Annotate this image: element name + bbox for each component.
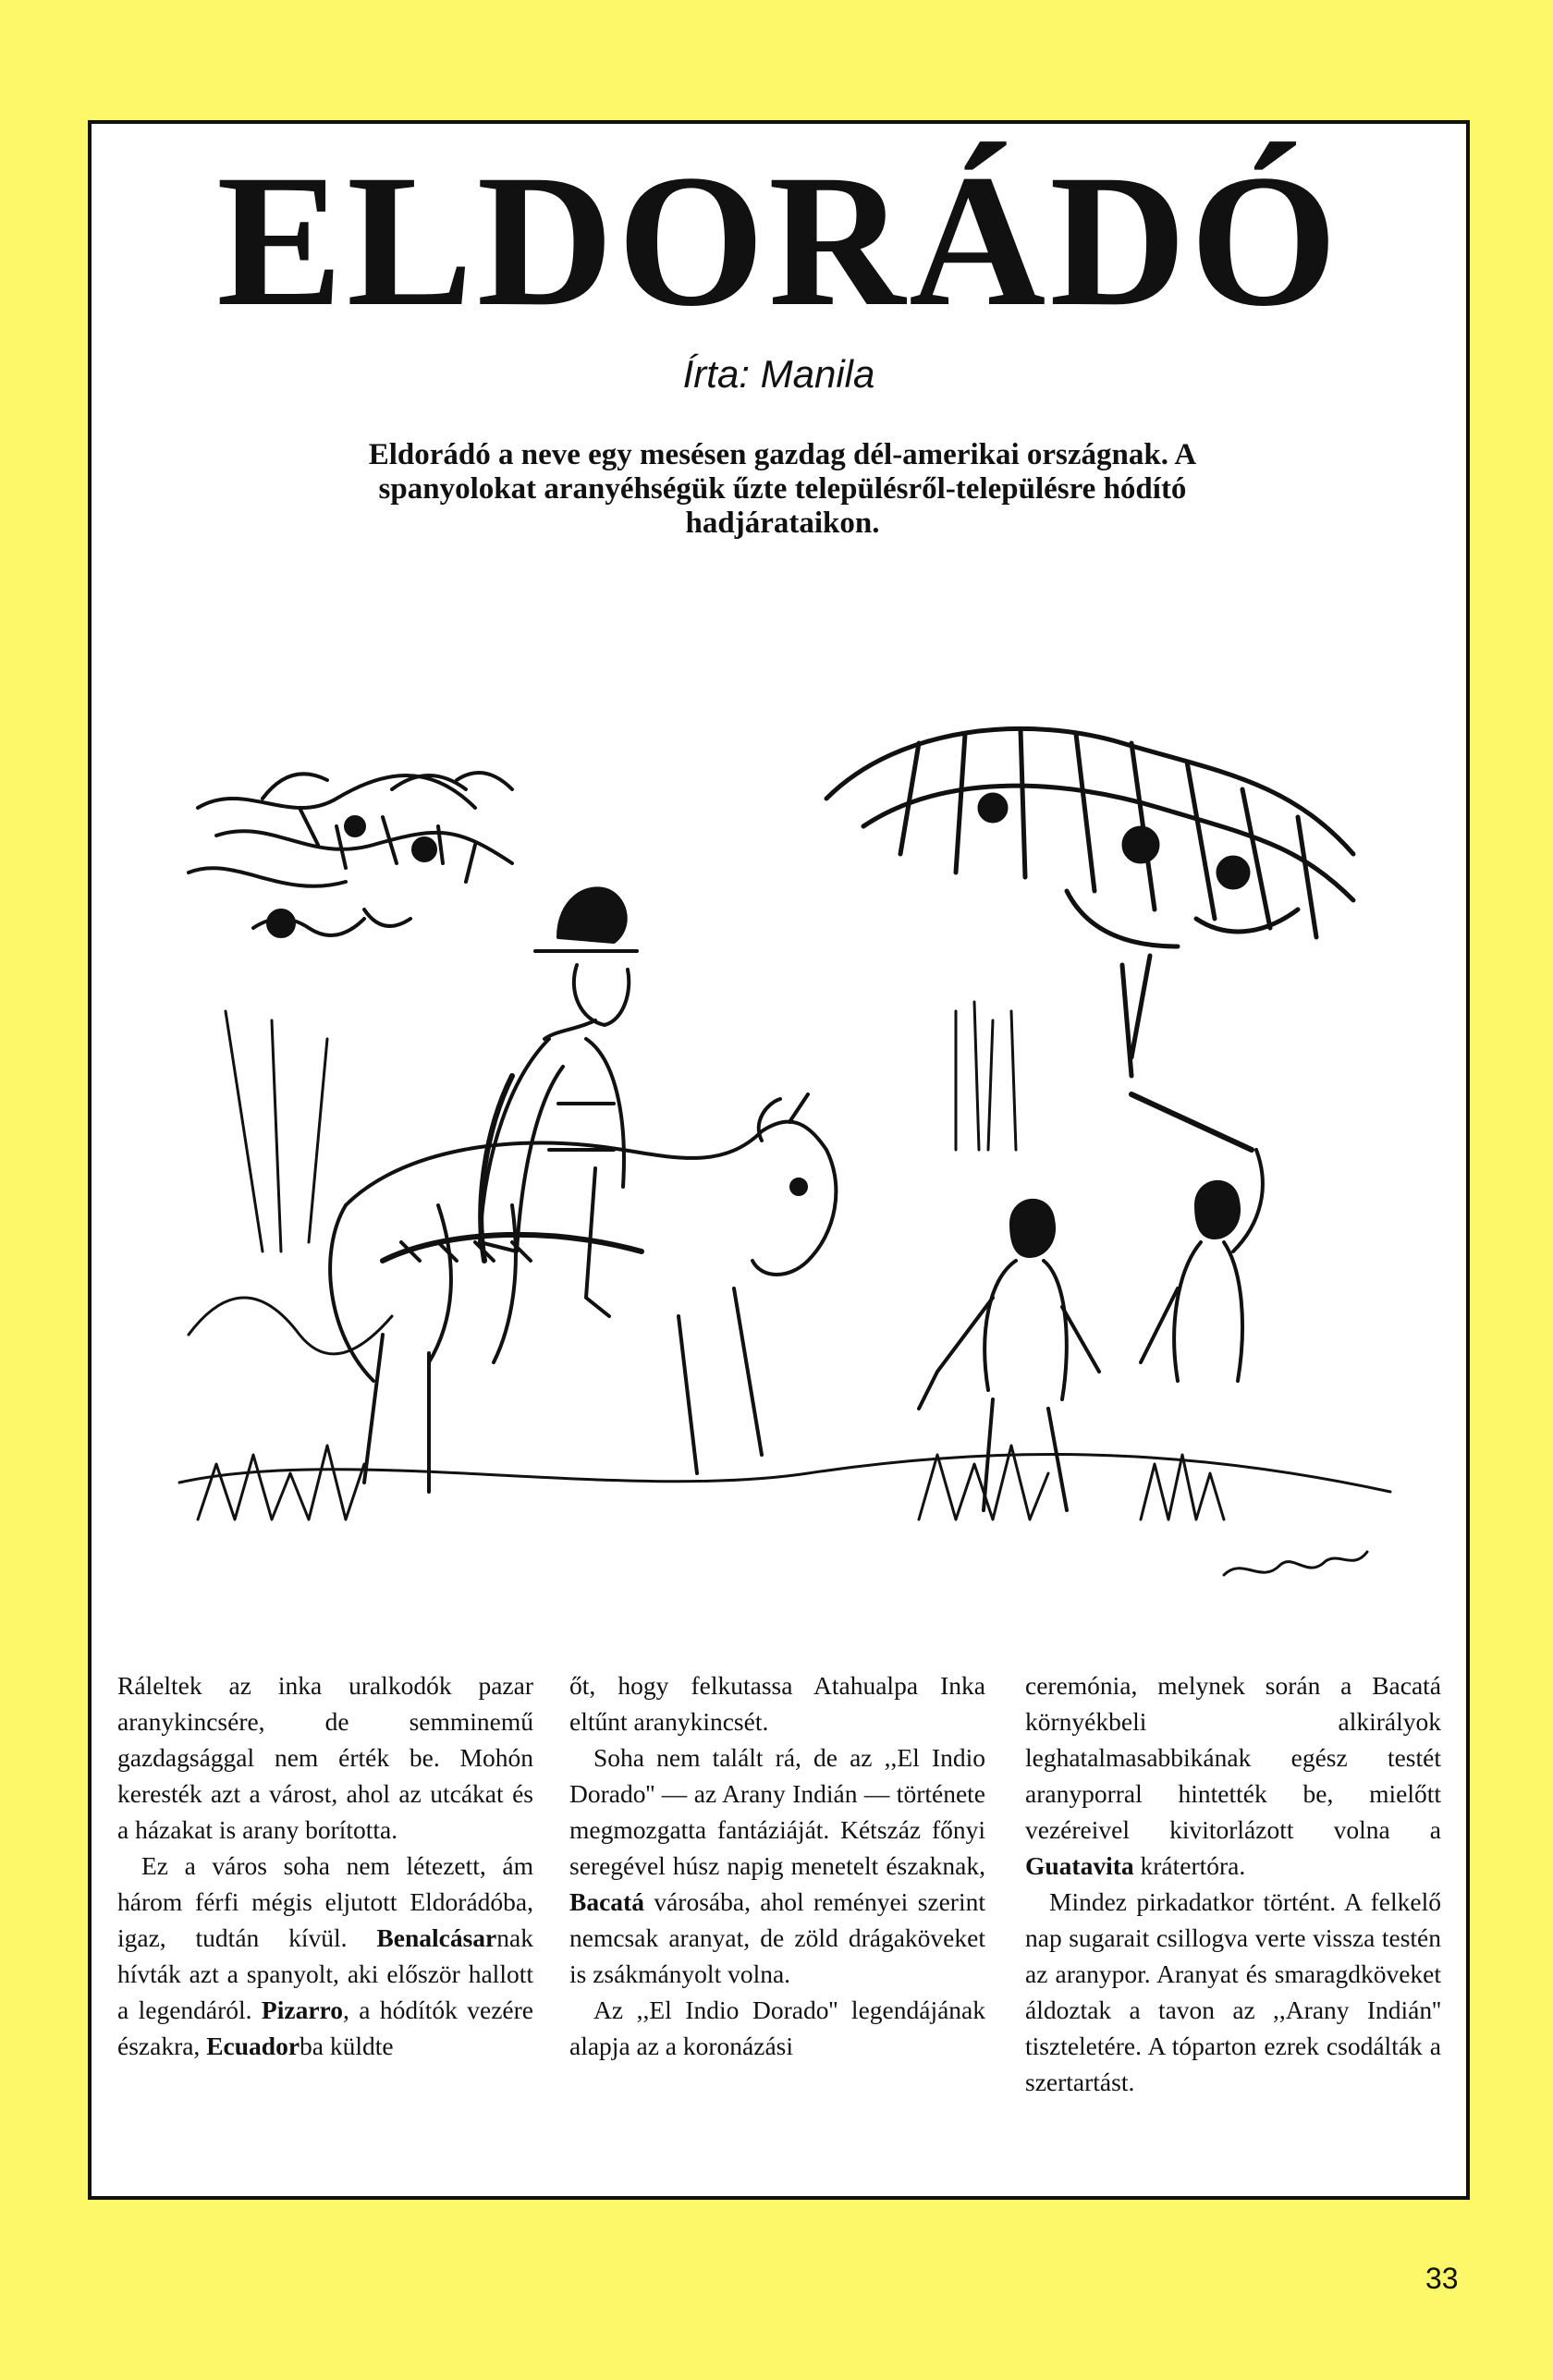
horse-figure — [330, 1094, 836, 1492]
body-paragraph — [1025, 1667, 1441, 1884]
page-number: 33 — [1425, 2262, 1459, 2295]
text-column-1 — [117, 1667, 533, 2064]
native-figure-two — [1131, 1094, 1263, 1381]
conquistador-illustration — [161, 688, 1409, 1621]
text-run: Ráleltek az inka uralkodók pazar aranykincsére, de semminemű gazdagsággal nem érték be. Mohón keresték azt a várost, ahol az utcákat és a házakat is arany borította. — [117, 1671, 533, 1844]
text-run: őt, hogy felkutassa Atahualpa Inka eltűnt aranykincsét. — [569, 1671, 985, 1736]
text-run: ceremónia, melynek során a Bacatá környékbeli alkirályok leghatalmasabbikának egész testét aranyporral hintették be, mielőtt vezéreivel kivitorlázott volna a — [1025, 1671, 1441, 1844]
text-run: ba küldte — [300, 2032, 394, 2060]
text-column-3 — [1025, 1667, 1441, 2100]
body-paragraph — [117, 1667, 533, 1848]
text-run: Az ,,El Indio Dorado'' legendájának alapja az a koronázási — [569, 1996, 985, 2060]
bold-term: Benalcásar — [376, 1923, 497, 1952]
text-run: városába, ahol reményei szerint nemcsak aranyat, de zöld drágaköveket is zsákmányolt volna. — [569, 1887, 985, 1988]
body-paragraph — [569, 1667, 985, 1739]
body-paragraph — [569, 1739, 985, 1992]
native-figure-one — [919, 1201, 1099, 1510]
text-column-2 — [569, 1667, 985, 2064]
text-run: Soha nem talált rá, de az ,,El Indio Dorado'' — az Arany Indián — története megmozgatta fantáziáját. Kétszáz főnyi seregével húsz napig menetelt északnak, — [569, 1743, 985, 1880]
body-paragraph — [1025, 1884, 1441, 2100]
left-foliage — [189, 773, 512, 936]
article-title: ELDORÁDÓ — [216, 136, 1341, 346]
article-byline: Írta: Manila — [682, 352, 875, 396]
text-run: nak hívták azt a spanyolt, aki először hallott a legendáról. — [117, 1923, 533, 2024]
text-run: krátertóra. — [1133, 1851, 1246, 1880]
article-lead: Eldorádó a neve egy mesésen gazdag dél-amerikai országnak. A spanyolokat aranyéhségük űzte településről-településre hódító hadjárataikon. — [368, 438, 1197, 540]
bold-term: Bacatá — [569, 1887, 644, 1916]
bold-term: Guatavita — [1025, 1851, 1134, 1880]
bold-term: Ecuador — [206, 2032, 300, 2060]
article-frame — [88, 120, 1470, 2200]
body-paragraph — [569, 1992, 985, 2064]
bold-term: Pizarro — [261, 1996, 343, 2024]
text-run: Mindez pirkadatkor történt. A felkelő nap sugarait csillogva verte vissza testén az aranypor. Aranyat és smaragdköveket áldoztak a tavon az ,,Arany Indián'' tiszteletére. A tóparton ezrek csodálták a szertartást. — [1025, 1887, 1441, 2096]
text-run: , a hódítók vezére északra, — [117, 1996, 533, 2060]
right-tree-canopy — [826, 728, 1353, 1076]
conquistador-figure — [480, 888, 637, 1316]
text-run: Ez a város soha nem létezett, ám három férfi mégis eljutott Eldorádóba, igaz, tudtán kívül. — [117, 1851, 533, 1952]
jungle-grass — [179, 1002, 1390, 1520]
body-paragraph — [117, 1848, 533, 2064]
artist-signature — [1224, 1552, 1367, 1575]
